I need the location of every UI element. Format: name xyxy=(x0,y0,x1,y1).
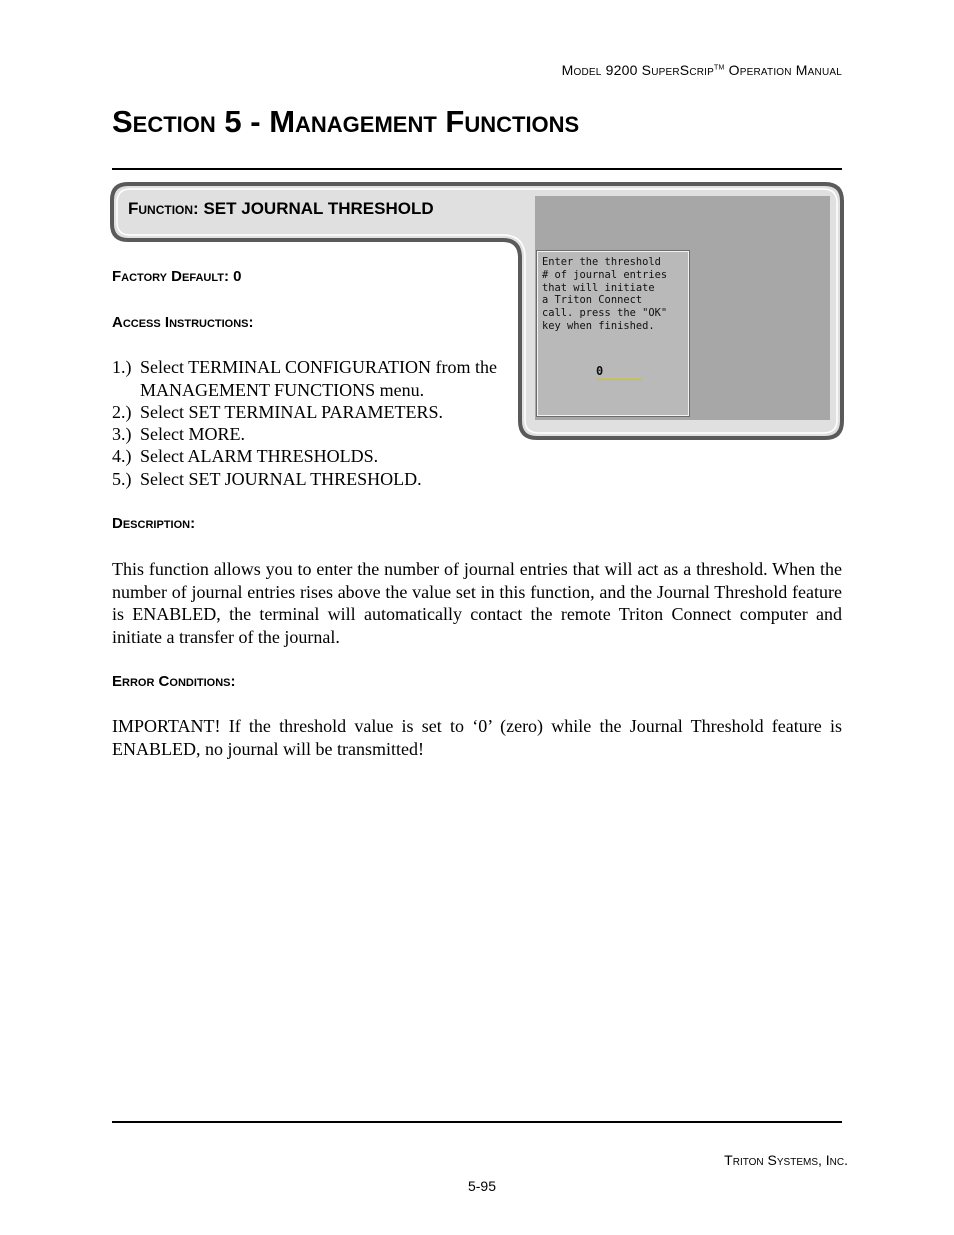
screen-prompt: Enter the threshold # of journal entries that will initiate a Triton Connect call. press the "OK" key when finished. xyxy=(542,256,668,332)
input-underline xyxy=(597,379,641,380)
access-instructions-heading: Access Instructions: xyxy=(112,314,254,331)
list-item xyxy=(112,445,522,468)
terminal-screen-panel xyxy=(535,196,830,420)
footer-rule xyxy=(112,1121,842,1123)
step-text: Select SET JOURNAL THRESHOLD. xyxy=(140,469,422,489)
step-number: 2.) xyxy=(112,402,132,422)
list-item xyxy=(112,356,522,401)
factory-default-heading xyxy=(112,268,241,285)
error-conditions-heading: Error Conditions: xyxy=(112,673,236,690)
step-text: Select ALARM THRESHOLDS. xyxy=(140,446,379,466)
manual-title-text: Model 9200 SuperScrip xyxy=(561,62,715,78)
error-conditions-text: IMPORTANT! If the threshold value is set to ‘0’ (zero) while the Journal Threshold feature is ENABLED, no journal will be transmitted! xyxy=(112,716,842,759)
step-text: Select MORE. xyxy=(140,424,245,444)
list-item xyxy=(112,401,522,424)
step-text: Select TERMINAL CONFIGURATION from the MANAGEMENT FUNCTIONS menu. xyxy=(140,357,497,400)
step-number: 1.) xyxy=(112,357,132,377)
list-item xyxy=(112,423,522,446)
section-title: Section 5 - Management Functions xyxy=(112,104,580,139)
manual-title-suffix: Operation Manual xyxy=(724,62,842,78)
factory-default-label: Factory Default: xyxy=(112,268,229,285)
description-text: This function allows you to enter the number of journal entries that will act as a threshold. When the number of journal entries rises above the value set in this function, and the Journal Threshold feature is ENABLED, the terminal will automatically contact the remote Triton Connect computer and initiate a transfer of the journal. xyxy=(112,559,842,647)
step-number: 4.) xyxy=(112,446,132,466)
terminal-display xyxy=(537,251,689,416)
function-name: SET JOURNAL THRESHOLD xyxy=(203,199,434,218)
description-heading: Description: xyxy=(112,515,196,532)
footer-company: Triton Systems, Inc. xyxy=(724,1152,848,1168)
threshold-input-value[interactable]: 0 xyxy=(596,364,604,378)
step-text: Select SET TERMINAL PARAMETERS. xyxy=(140,402,444,422)
function-title xyxy=(128,199,434,219)
factory-default-value: 0 xyxy=(233,268,242,285)
page-number: 5-95 xyxy=(467,1178,497,1194)
trademark-mark: TM xyxy=(714,64,725,72)
step-number: 5.) xyxy=(112,469,132,489)
list-item xyxy=(112,468,522,491)
function-label: Function: xyxy=(128,199,199,218)
step-number: 3.) xyxy=(112,424,132,444)
